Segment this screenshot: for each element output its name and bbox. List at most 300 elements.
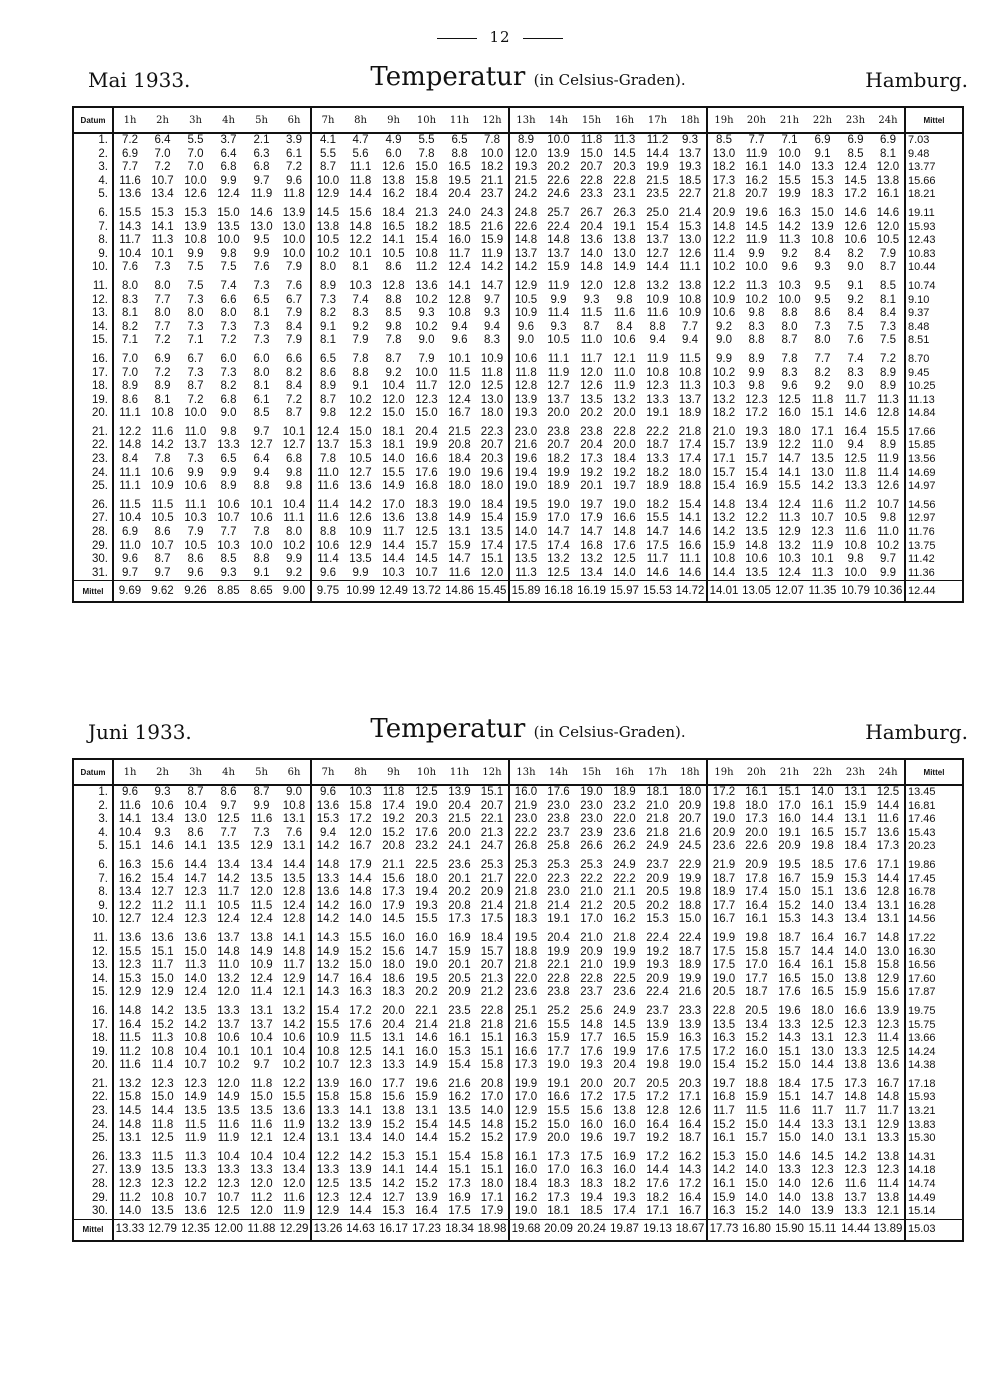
- value-cell: 8.7: [187, 380, 204, 393]
- value-cell: 16.9: [448, 931, 471, 944]
- value-cell: 8.6: [311, 367, 344, 381]
- value-cell: 15.5: [876, 425, 900, 438]
- table-row: [73, 248, 963, 262]
- daily-mean-cell: 20.23: [905, 840, 963, 854]
- value-cell: 13.2: [311, 959, 344, 973]
- value-cell: 14.4: [151, 1105, 174, 1118]
- value-cell: 7.8: [154, 453, 171, 466]
- value-cell: 10.1: [448, 352, 471, 365]
- value-cell: 16.1: [811, 799, 834, 812]
- value-cell: 14.4: [349, 872, 372, 885]
- value-cell: 16.4: [745, 899, 768, 912]
- value-cell: 14.0: [811, 1132, 834, 1145]
- monthly-mean-cell: 12.44: [905, 581, 963, 603]
- value-cell: 11.1: [113, 467, 146, 481]
- value-cell: 13.7: [311, 439, 344, 453]
- hourly-mean-cell: 14.63: [344, 1219, 377, 1241]
- value-cell: 14.5: [311, 202, 344, 221]
- value-cell: 21.5: [509, 175, 542, 189]
- value-cell: 17.3: [547, 1191, 570, 1204]
- value-cell: 13.0: [678, 234, 702, 247]
- value-cell: 18.2: [646, 498, 669, 511]
- value-cell: 19.6: [580, 1132, 603, 1145]
- value-cell: 14.8: [580, 261, 603, 274]
- value-cell: 9.8: [748, 307, 765, 320]
- value-cell: 9.9: [187, 466, 204, 479]
- value-cell: 9.4: [311, 827, 344, 841]
- value-cell: 20.1: [448, 959, 471, 972]
- value-cell: 16.6: [613, 512, 636, 525]
- value-cell: 14.2: [311, 913, 344, 927]
- value-cell: 13.7: [547, 393, 570, 406]
- value-cell: 15.7: [480, 945, 504, 958]
- value-cell: 10.8: [151, 407, 174, 420]
- daily-mean-cell: 17.60: [905, 973, 963, 987]
- day-cell: 19.: [73, 1046, 113, 1060]
- value-cell: 11.8: [509, 367, 542, 381]
- value-cell: 12.7: [282, 439, 306, 452]
- day-cell: 23.: [73, 1105, 113, 1119]
- value-cell: 18.4: [844, 840, 867, 853]
- table-row: [73, 1000, 963, 1019]
- value-cell: 18.1: [382, 439, 405, 452]
- value-cell: 21.4: [678, 206, 702, 219]
- value-cell: 6.7: [187, 352, 204, 365]
- value-cell: 24.3: [480, 206, 504, 219]
- value-cell: 17.3: [580, 453, 603, 466]
- value-cell: 15.1: [778, 786, 801, 798]
- value-cell: 6.6: [286, 352, 302, 365]
- value-cell: 18.4: [382, 206, 405, 219]
- value-cell: 12.0: [876, 161, 900, 174]
- value-cell: 11.3: [151, 1032, 174, 1045]
- value-cell: 15.0: [745, 1178, 768, 1191]
- hourly-mean-cell: 11.35: [806, 581, 839, 603]
- value-cell: 9.9: [880, 566, 896, 579]
- day-cell: 22.: [73, 439, 113, 453]
- value-cell: 13.5: [151, 1164, 174, 1177]
- value-cell: 20.3: [480, 453, 504, 466]
- value-cell: 9.8: [286, 466, 302, 479]
- value-cell: 20.4: [580, 439, 603, 452]
- value-cell: 14.9: [250, 945, 273, 958]
- value-cell: 11.8: [349, 174, 372, 187]
- value-cell: 16.0: [613, 1164, 636, 1177]
- value-cell: 10.3: [778, 279, 801, 292]
- table-row: [73, 1205, 963, 1219]
- value-cell: 11.1: [679, 553, 701, 566]
- value-cell: 9.6: [187, 566, 204, 579]
- value-cell: 7.5: [847, 320, 864, 333]
- value-cell: 10.8: [151, 1191, 174, 1204]
- table-row: [73, 973, 963, 987]
- hourly-mean-cell: 10.36: [872, 581, 905, 603]
- value-cell: 11.9: [646, 352, 669, 365]
- value-cell: 22.7: [678, 188, 702, 201]
- value-cell: 13.7: [547, 247, 570, 260]
- value-cell: 15.2: [778, 899, 801, 912]
- hour-header: 19h: [707, 107, 740, 133]
- value-cell: 9.3: [220, 566, 237, 579]
- value-cell: 17.3: [448, 1178, 471, 1191]
- value-cell: 14.4: [415, 1132, 438, 1145]
- value-cell: 21.6: [678, 826, 702, 839]
- value-cell: 13.8: [613, 234, 636, 247]
- hourly-mean-cell: 19.87: [608, 1219, 641, 1241]
- value-cell: 18.7: [778, 931, 801, 944]
- value-cell: 10.4: [282, 498, 306, 511]
- daily-mean-cell: 11.42: [905, 553, 963, 567]
- value-cell: 17.0: [580, 913, 603, 926]
- daily-mean-cell: 14.31: [905, 1146, 963, 1165]
- value-cell: 14.0: [184, 972, 207, 985]
- table-row: [73, 394, 963, 408]
- hourly-mean-cell: 14.44: [839, 1219, 872, 1241]
- value-cell: 16.0: [349, 899, 372, 912]
- hour-header: 15h: [575, 759, 608, 785]
- value-cell: 17.4: [613, 1205, 636, 1218]
- value-cell: 9.8: [880, 512, 896, 525]
- value-cell: 22.1: [547, 959, 570, 972]
- value-cell: 18.0: [448, 480, 471, 493]
- value-cell: 11.4: [877, 1178, 899, 1191]
- value-cell: 7.9: [286, 334, 302, 347]
- value-cell: 20.9: [448, 986, 471, 999]
- value-cell: 14.1: [382, 1045, 405, 1058]
- value-cell: 20.3: [613, 161, 636, 174]
- value-cell: 17.6: [580, 1045, 603, 1058]
- value-cell: 14.1: [678, 512, 702, 525]
- value-cell: 12.0: [282, 1178, 306, 1191]
- value-cell: 20.0: [547, 407, 570, 420]
- value-cell: 14.8: [509, 234, 542, 248]
- value-cell: 15.1: [113, 840, 146, 854]
- daily-mean-cell: 14.69: [905, 467, 963, 481]
- value-cell: 19.0: [547, 1059, 570, 1072]
- value-cell: 10.7: [151, 539, 174, 552]
- hour-header: 23h: [839, 759, 872, 785]
- value-cell: 12.0: [580, 279, 603, 292]
- value-cell: 22.3: [480, 425, 504, 438]
- value-cell: 12.1: [282, 986, 306, 999]
- value-cell: 21.8: [509, 886, 542, 900]
- daily-mean-cell: 9.45: [905, 367, 963, 381]
- value-cell: 8.1: [880, 293, 896, 306]
- value-cell: 13.1: [876, 913, 900, 926]
- value-cell: 15.1: [480, 553, 504, 566]
- value-cell: 20.7: [745, 188, 768, 201]
- value-cell: 15.6: [382, 1091, 405, 1104]
- value-cell: 16.2: [448, 1091, 471, 1104]
- value-cell: 11.7: [707, 1105, 740, 1119]
- value-cell: 14.0: [613, 566, 636, 579]
- value-cell: 6.1: [253, 393, 270, 406]
- value-cell: 13.8: [250, 931, 273, 944]
- value-cell: 7.7: [220, 826, 237, 839]
- value-cell: 15.2: [415, 1178, 438, 1191]
- value-cell: 10.4: [382, 380, 405, 393]
- place-label: Hamburg.: [865, 720, 968, 744]
- value-cell: 19.3: [415, 899, 438, 912]
- value-cell: 10.6: [311, 540, 344, 554]
- value-cell: 8.7: [311, 394, 344, 408]
- value-cell: 14.1: [184, 840, 207, 853]
- value-cell: 8.2: [220, 380, 237, 393]
- value-cell: 8.7: [385, 352, 402, 365]
- value-cell: 12.8: [282, 886, 306, 899]
- value-cell: 20.8: [382, 840, 405, 853]
- value-cell: 10.6: [217, 1032, 240, 1045]
- value-cell: 15.5: [547, 1105, 570, 1118]
- value-cell: 20.4: [448, 799, 471, 812]
- value-cell: 13.9: [745, 439, 768, 452]
- table-row: [73, 827, 963, 841]
- value-cell: 14.1: [151, 220, 174, 233]
- day-cell: 28.: [73, 1178, 113, 1192]
- table-row: [73, 367, 963, 381]
- value-cell: 14.0: [480, 1105, 504, 1118]
- value-cell: 10.5: [876, 234, 900, 247]
- value-cell: 12.7: [547, 380, 570, 393]
- value-cell: 7.2: [154, 161, 171, 174]
- value-cell: 7.2: [286, 161, 302, 174]
- value-cell: 12.0: [250, 886, 273, 899]
- day-cell: 18.: [73, 1032, 113, 1046]
- value-cell: 6.9: [113, 148, 146, 162]
- value-cell: 10.1: [217, 1045, 240, 1058]
- value-cell: 9.3: [583, 293, 600, 306]
- value-cell: 18.6: [382, 972, 405, 985]
- table-row: [73, 175, 963, 189]
- table-row: [73, 275, 963, 294]
- value-cell: 22.2: [580, 872, 603, 885]
- daily-mean-cell: 14.38: [905, 1059, 963, 1073]
- day-cell: 24.: [73, 1119, 113, 1133]
- value-cell: 12.4: [448, 393, 471, 406]
- value-cell: 10.1: [811, 553, 834, 566]
- value-cell: 10.8: [646, 366, 669, 379]
- value-cell: 13.6: [151, 931, 174, 944]
- hourly-mean-cell: 15.45: [476, 581, 509, 603]
- value-cell: 12.0: [250, 1205, 273, 1218]
- value-cell: 19.3: [580, 1059, 603, 1072]
- value-cell: 19.7: [580, 498, 603, 511]
- value-cell: 6.5: [253, 293, 270, 306]
- value-cell: 24.1: [448, 840, 471, 853]
- table-row: [73, 1091, 963, 1105]
- value-cell: 6.0: [253, 352, 270, 365]
- value-cell: 25.3: [509, 854, 542, 873]
- value-cell: 14.2: [707, 1164, 740, 1178]
- value-cell: 20.9: [480, 886, 504, 899]
- value-cell: 6.1: [286, 147, 302, 160]
- value-cell: 14.8: [580, 1018, 603, 1031]
- value-cell: 11.6: [877, 813, 899, 826]
- value-cell: 17.4: [745, 886, 768, 899]
- mean-row: [73, 581, 963, 603]
- value-cell: 8.9: [311, 380, 344, 394]
- value-cell: 11.3: [877, 393, 899, 406]
- value-cell: 25.2: [547, 1004, 570, 1017]
- value-cell: 15.9: [448, 945, 471, 958]
- value-cell: 15.4: [415, 1118, 438, 1131]
- value-cell: 15.5: [113, 946, 146, 960]
- day-cell: 25.: [73, 480, 113, 494]
- value-cell: 14.0: [349, 913, 372, 926]
- value-cell: 10.4: [250, 1032, 273, 1045]
- value-cell: 13.9: [113, 1164, 146, 1178]
- value-cell: 17.5: [580, 1150, 603, 1163]
- daily-mean-cell: 13.21: [905, 1105, 963, 1119]
- value-cell: 11.3: [778, 234, 801, 247]
- value-cell: 8.7: [253, 786, 270, 798]
- value-cell: 20.4: [382, 1018, 405, 1031]
- title-text: Temperatur: [370, 714, 526, 744]
- value-cell: 21.0: [646, 799, 669, 812]
- value-cell: 15.2: [745, 1032, 768, 1045]
- value-cell: 10.8: [415, 247, 438, 260]
- hourly-mean-cell: 16.17: [377, 1219, 410, 1241]
- value-cell: 24.6: [547, 188, 570, 201]
- value-cell: 13.6: [184, 931, 207, 944]
- value-cell: 16.8: [580, 539, 603, 552]
- value-cell: 12.9: [349, 539, 372, 552]
- value-cell: 11.1: [349, 161, 372, 174]
- value-cell: 16.3: [349, 986, 372, 999]
- day-cell: 14.: [73, 321, 113, 335]
- value-cell: 17.8: [745, 872, 768, 885]
- value-cell: 14.5: [448, 1118, 471, 1131]
- value-cell: 20.5: [745, 1004, 768, 1017]
- value-cell: 14.2: [151, 1004, 174, 1017]
- value-cell: 12.9: [311, 188, 344, 202]
- value-cell: 13.4: [250, 858, 273, 871]
- value-cell: 17.2: [646, 1091, 669, 1104]
- value-cell: 18.7: [678, 1132, 702, 1145]
- value-cell: 15.3: [678, 220, 702, 233]
- value-cell: 21.5: [646, 174, 669, 187]
- value-cell: 14.7: [811, 1091, 834, 1104]
- value-cell: 12.3: [646, 380, 669, 393]
- value-cell: 17.7: [707, 900, 740, 914]
- value-cell: 7.0: [113, 367, 146, 381]
- value-cell: 22.4: [547, 220, 570, 233]
- value-cell: 10.1: [250, 1045, 273, 1058]
- value-cell: 12.2: [349, 234, 372, 247]
- value-cell: 10.2: [415, 293, 438, 306]
- value-cell: 16.3: [678, 1032, 702, 1045]
- value-cell: 19.5: [778, 858, 801, 871]
- day-cell: 13.: [73, 959, 113, 973]
- value-cell: 21.6: [448, 1077, 471, 1090]
- day-cell: 20.: [73, 1059, 113, 1073]
- value-cell: 13.5: [250, 1105, 273, 1118]
- value-cell: 9.7: [220, 799, 237, 812]
- value-cell: 19.3: [613, 1191, 636, 1204]
- value-cell: 15.6: [151, 858, 174, 871]
- value-cell: 7.3: [311, 294, 344, 308]
- value-cell: 13.9: [415, 1191, 438, 1204]
- value-cell: 20.9: [707, 202, 740, 221]
- value-cell: 12.8: [448, 293, 471, 306]
- value-cell: 18.4: [778, 1077, 801, 1090]
- day-cell: 15.: [73, 334, 113, 348]
- value-cell: 14.2: [778, 220, 801, 233]
- value-cell: 17.9: [480, 1205, 504, 1218]
- value-cell: 7.3: [253, 334, 270, 347]
- table-row: [73, 294, 963, 308]
- value-cell: 9.7: [253, 1059, 270, 1072]
- value-cell: 16.4: [778, 959, 801, 972]
- value-cell: 15.8: [415, 174, 438, 187]
- value-cell: 7.8: [352, 352, 369, 365]
- value-cell: 21.2: [580, 899, 603, 912]
- value-cell: 16.2: [382, 188, 405, 201]
- value-cell: 14.2: [349, 1150, 372, 1163]
- value-cell: 19.7: [613, 1132, 636, 1145]
- value-cell: 10.8: [184, 1032, 207, 1045]
- daily-mean-cell: 10.25: [905, 380, 963, 394]
- value-cell: 15.8: [480, 1150, 504, 1163]
- value-cell: 13.9: [811, 220, 834, 233]
- hourly-mean-cell: 13.89: [872, 1219, 905, 1241]
- value-cell: 21.3: [415, 206, 438, 219]
- value-cell: 9.6: [781, 380, 798, 393]
- value-cell: 7.2: [220, 334, 237, 347]
- value-cell: 16.7: [678, 1205, 702, 1218]
- value-cell: 15.1: [778, 1091, 801, 1104]
- value-cell: 19.6: [745, 206, 768, 219]
- value-cell: 10.4: [113, 827, 146, 841]
- value-cell: 16.6: [415, 453, 438, 466]
- hour-header: 16h: [608, 759, 641, 785]
- value-cell: 9.2: [286, 566, 302, 579]
- daily-mean-cell: 17.22: [905, 927, 963, 946]
- value-cell: 13.4: [349, 1132, 372, 1145]
- value-cell: 16.3: [707, 1205, 740, 1219]
- value-cell: 13.9: [349, 1118, 372, 1131]
- value-cell: 15.6: [382, 945, 405, 958]
- hour-header: 21h: [773, 107, 806, 133]
- value-cell: 13.3: [184, 1164, 207, 1177]
- hour-header: 22h: [806, 759, 839, 785]
- value-cell: 10.0: [480, 147, 504, 160]
- value-cell: 15.4: [480, 512, 504, 525]
- value-cell: 14.1: [778, 466, 801, 479]
- value-cell: 10.9: [250, 959, 273, 972]
- value-cell: 19.8: [745, 931, 768, 944]
- value-cell: 14.4: [646, 261, 669, 274]
- value-cell: 11.8: [283, 188, 305, 201]
- value-cell: 23.0: [580, 799, 603, 812]
- value-cell: 11.7: [217, 886, 240, 899]
- value-cell: 19.0: [547, 498, 570, 511]
- daily-mean-cell: 13.83: [905, 1119, 963, 1133]
- value-cell: 12.3: [811, 526, 834, 539]
- value-cell: 11.8: [580, 134, 603, 146]
- value-cell: 15.5: [415, 913, 438, 926]
- hour-header: 6h: [278, 107, 311, 133]
- value-cell: 8.9: [220, 480, 237, 493]
- value-cell: 15.3: [646, 913, 669, 926]
- hourly-mean-cell: 14.86: [443, 581, 476, 603]
- value-cell: 16.0: [745, 1045, 768, 1058]
- value-cell: 16.4: [349, 972, 372, 985]
- value-cell: 12.5: [349, 1045, 372, 1058]
- value-cell: 9.1: [814, 147, 831, 160]
- mean-header: Mittel: [905, 759, 963, 785]
- value-cell: 13.2: [707, 512, 740, 526]
